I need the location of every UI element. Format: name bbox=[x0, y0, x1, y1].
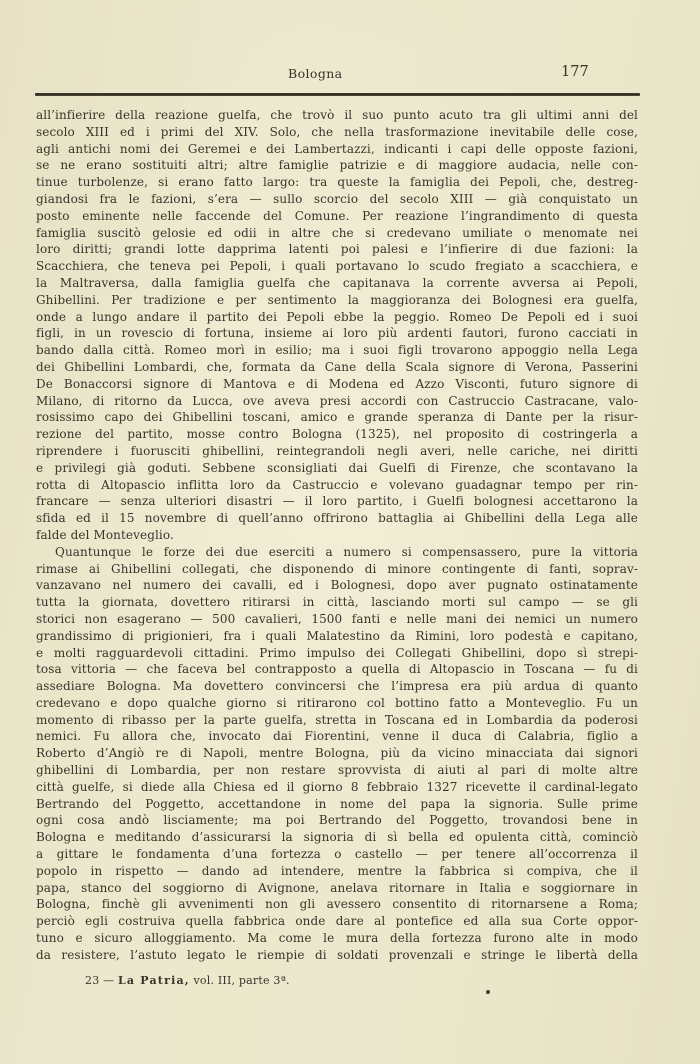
text-line: se ne erano sostituiti altri; altre famiglie patrizie e di maggiore audacia, nelle con- bbox=[36, 158, 638, 173]
text-line: Ghibellini. Per tradizione e per sentimento la maggioranza dei Bolognesi era guelfa, bbox=[36, 292, 638, 307]
text-line: Scacchiera, che teneva pei Pepoli, i quali portavano lo scudo fregiato a scacchiera, e bbox=[36, 259, 638, 274]
text-line: onde a lungo andare il partito dei Pepoli ebbe la peggio. Romeo De Pepoli ed i suoi bbox=[36, 309, 638, 324]
text-line: e molti ragguardevoli cittadini. Primo impulso dei Collegati Ghibellini, dopo sì strepi- bbox=[36, 645, 638, 660]
text-line: nemici. Fu allora che, invocato dai Fiorentini, venne il duca di Calabria, figlio a bbox=[36, 729, 638, 744]
text-line: falde del Monteveglio. bbox=[36, 527, 174, 542]
text-line: Bertrando del Poggetto, accettandone in nome del papa la signoria. Sulle prime bbox=[36, 796, 638, 811]
text-line: rezione del partito, mosse contro Bologna (1325), nel proposito di costringerla a bbox=[36, 427, 638, 442]
text-line: loro diritti; grandi lotte dapprima latenti poi palesi e l’infierire di due fazioni: la bbox=[36, 242, 638, 257]
text-line: bando dalla città. Romeo morì in esilio; ma i suoi figli trovarono appoggio nella Lega bbox=[36, 343, 638, 358]
text-line: ogni cosa andò lisciamente; ma poi Bertrando del Poggetto, trovandosi bene in bbox=[36, 813, 638, 828]
text-line: da resistere, l’astuto legato le riempie di soldati provenzali e stringe le libertà della bbox=[36, 947, 638, 962]
text-line: Bologna e meditando d’assicurarsi la signoria di sì bella ed opulenta città, cominciò bbox=[36, 830, 638, 845]
running-head bbox=[36, 64, 640, 84]
text-line: Quantunque le forze dei due eserciti a numero si compensassero, pure la vittoria bbox=[55, 544, 638, 559]
header-rule bbox=[35, 93, 640, 96]
text-line: posto eminente nelle faccende del Comune. Per reazione l’ingrandimento di questa bbox=[36, 208, 638, 223]
text-line: rotta di Altopascio inflitta loro da Castruccio e volevano guadagnar tempo per rin- bbox=[36, 477, 638, 492]
text-line: tutta la giornata, dovettero ritirarsi in città, lasciando morti sul campo — se gli bbox=[36, 595, 638, 610]
text-line: tuno e sicuro alloggiamento. Ma come le mura della fortezza furono alte in modo bbox=[36, 931, 638, 946]
text-line: e privilegi già goduti. Sebbene sconsigliati dai Guelfi di Firenze, che scontavano la bbox=[36, 460, 638, 475]
footer-work-title: La Patria, bbox=[118, 974, 190, 987]
text-line: secolo XIII ed i primi del XIV. Solo, che nella trasformazione inevitabile delle cose, bbox=[36, 124, 638, 139]
text-line: perciò egli costruiva quella fabbrica onde dare al pontefice ed alla sua Corte oppor- bbox=[36, 914, 638, 929]
text-line: Bologna, finchè gli avvenimenti non gli avessero consentito di ritornarsene a Roma; bbox=[36, 897, 638, 912]
text-line: agli antichi nomi dei Geremei e dei Lambertazzi, indicanti i capi delle opposte fazioni, bbox=[36, 141, 638, 156]
text-line: la Maltraversa, dalla famiglia guelfa che capitanava la corrente avversa ai Pepoli, bbox=[36, 275, 638, 290]
text-line: Roberto d’Angiò re di Napoli, mentre Bologna, più da vicino minacciata dai signori bbox=[36, 746, 638, 761]
text-line: rosissimo capo dei Ghibellini toscani, amico e grande speranza di Dante per la risur- bbox=[36, 410, 638, 425]
text-line: credevano e dopo qualche giorno si ritirarono col bottino fatto a Monteveglio. Fu un bbox=[36, 695, 638, 710]
page-number: 177 bbox=[561, 64, 589, 80]
text-line: figli, in un rovescio di fortuna, insieme ai loro più ardenti fautori, furono cacciati in bbox=[36, 326, 638, 341]
text-line: vanzavano nel numero dei cavalli, ed i Bolognesi, dopo aver pugnato ostinatamente bbox=[36, 578, 638, 593]
ink-speck bbox=[486, 990, 490, 994]
text-line: dei Ghibellini Lombardi, che, formata da Cane della Scala signore di Verona, Passerini bbox=[36, 359, 638, 374]
text-line: De Bonaccorsi signore di Mantova e di Modena ed Azzo Visconti, futuro signore di bbox=[36, 376, 638, 391]
text-line: città guelfe, si diede alla Chiesa ed il giorno 8 febbraio 1327 ricevette il cardinal-legato bbox=[36, 779, 638, 794]
footer-signature-line bbox=[85, 974, 290, 987]
body-text bbox=[36, 107, 638, 964]
text-line: all’infierire della reazione guelfa, che trovò il suo punto acuto tra gli ultimi anni del bbox=[36, 108, 638, 122]
text-line: giandosi fra le fazioni, s’era — sullo scorcio del secolo XIII — già conquistato un bbox=[36, 191, 638, 206]
text-line: a gittare le fondamenta d’una fortezza o castello — per tenere all’occorrenza il bbox=[36, 847, 638, 862]
footer-signature-number: 23 — bbox=[85, 974, 118, 987]
text-line: famiglia suscitò gelosie ed odii in altre che si credevano umiliate o menomate nei bbox=[36, 225, 638, 240]
running-title: Bologna bbox=[288, 66, 343, 81]
text-line: momento di ribasso per la parte guelfa, stretta in Toscana ed in Lombardia da poderosi bbox=[36, 712, 638, 727]
text-line: assediare Bologna. Ma dovettero convincersi che l’impresa era più ardua di quanto bbox=[36, 679, 638, 694]
text-line: popolo in rispetto — dando ad intendere, mentre la fabbrica si compiva, che il bbox=[36, 863, 638, 878]
text-line: tinue turbolenze, si erano fatto largo: tra queste la famiglia dei Pepoli, che, destreg- bbox=[36, 175, 638, 190]
text-line: ghibellini di Lombardia, per non restare sprovvista di aiuti al pari di molte altre bbox=[36, 763, 638, 778]
text-line: sfida ed il 15 novembre di quell’anno offrirono battaglia ai Ghibellini della Lega alle bbox=[36, 511, 638, 526]
text-line: tosa vittoria — che faceva bel contrapposto a quella di Altopascio in Toscana — fu di bbox=[36, 662, 638, 677]
text-line: grandissimo di prigionieri, fra i quali Malatestino da Rimini, loro podestà e capitano, bbox=[36, 628, 638, 643]
text-line: francare — senza ulteriori disastri — il loro partito, i Guelfi bolognesi accettarono la bbox=[36, 494, 638, 509]
footer-work-details: vol. III, parte 3ª. bbox=[189, 974, 290, 987]
text-line: Milano, di ritorno da Lucca, ove aveva presi accordi con Castruccio Castracane, valo- bbox=[36, 393, 638, 408]
text-line: papa, stanco del soggiorno di Avignone, anelava ritornare in Italia e soggiornare in bbox=[36, 880, 638, 895]
text-line: storici non esagerano — 500 cavalieri, 1500 fanti e nelle mani dei nemici un numero bbox=[36, 611, 638, 626]
text-line: rimase ai Ghibellini collegati, che disponendo di minore contingente di fanti, soprav- bbox=[36, 561, 638, 576]
text-line: riprendere i fuorusciti ghibellini, reintegrandoli negli averi, nelle cariche, nei diritti bbox=[36, 443, 638, 458]
